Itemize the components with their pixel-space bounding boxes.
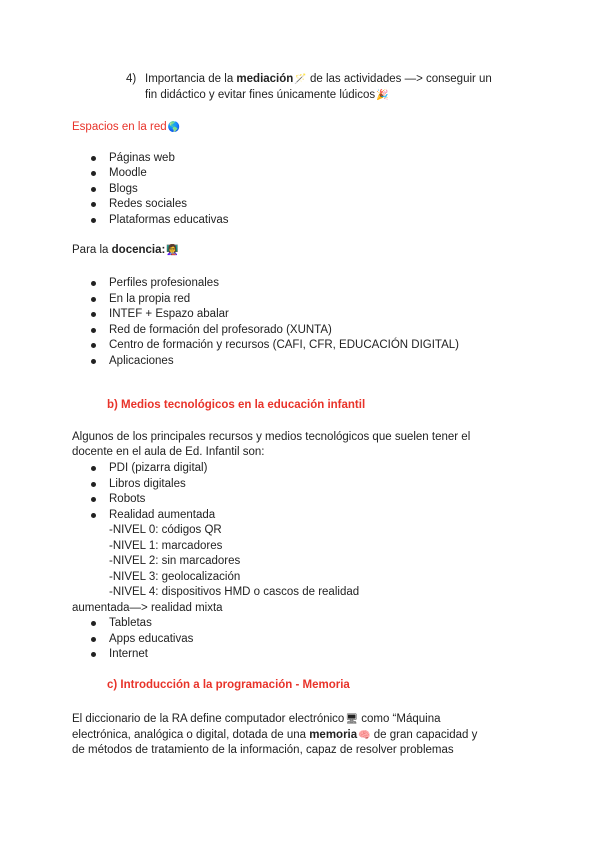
nivel-line: -NIVEL 2: sin marcadores: [109, 555, 241, 567]
list-item: Tabletas: [109, 617, 152, 629]
section-b-title: b) Medios tecnológicos en la educación infantil: [107, 399, 366, 411]
bold-term: mediación: [236, 73, 294, 85]
bullet-icon: [91, 281, 96, 286]
globe-icon: 🌎: [167, 122, 181, 133]
nivel-line: -NIVEL 1: marcadores: [109, 540, 223, 552]
list-item: Plataformas educativas: [109, 214, 229, 226]
bullet-icon: [91, 218, 96, 223]
nivel-line: -NIVEL 3: geolocalización: [109, 571, 241, 583]
list-item: En la propia red: [109, 293, 191, 305]
list-item: Internet: [109, 648, 148, 660]
section-c-title: c) Introducción a la programación - Memoria: [107, 679, 350, 691]
bullet-icon: [91, 156, 96, 161]
bullet-icon: [91, 202, 96, 207]
paragraph-line: Algunos de los principales recursos y medios tecnológicos que suelen tener el: [72, 431, 471, 443]
brain-icon: 🧠: [358, 730, 371, 741]
list-item: Redes sociales: [109, 198, 187, 210]
list-item: Apps educativas: [109, 633, 194, 645]
list-item: Páginas web: [109, 152, 175, 164]
espacios-heading: Espacios en la red🌎: [72, 121, 181, 133]
paragraph-line: electrónica, analógica o digital, dotada de una memoria🧠 de gran capacidad y: [72, 729, 478, 741]
list-item: Red de formación del profesorado (XUNTA): [109, 324, 332, 336]
docencia-heading: Para la docencia:👩‍🏫: [72, 244, 179, 256]
list-item: Libros digitales: [109, 478, 186, 490]
paragraph-line: de métodos de tratamiento de la información, capaz de resolver problemas: [72, 744, 454, 756]
list-number: 4): [126, 73, 137, 85]
computer-icon: 🖥: [345, 714, 359, 725]
nivel-line: -NIVEL 0: códigos QR: [109, 524, 222, 536]
list-item: Moodle: [109, 167, 147, 179]
bullet-icon: [91, 621, 96, 626]
list-item: Aplicaciones: [109, 355, 174, 367]
list-item: Realidad aumentada: [109, 509, 216, 521]
bullet-icon: [91, 328, 96, 333]
nivel-line: -NIVEL 4: dispositivos HMD o cascos de realidad: [109, 586, 360, 598]
magic-wand-icon: 🪄: [294, 74, 307, 85]
nivel-continuation: aumentada—> realidad mixta: [72, 602, 223, 614]
bullet-icon: [91, 312, 96, 317]
bullet-icon: [91, 652, 96, 657]
bullet-icon: [91, 171, 96, 176]
bullet-icon: [91, 482, 96, 487]
list-item: PDI (pizarra digital): [109, 462, 208, 474]
list-item: Centro de formación y recursos (CAFI, CFR, EDUCACIÓN DIGITAL): [109, 339, 459, 351]
party-popper-icon: 🎉: [376, 90, 389, 101]
bullet-icon: [91, 513, 96, 518]
bullet-icon: [91, 466, 96, 471]
paragraph-line: Importancia de la mediación🪄 de las actividades —> conseguir un: [145, 73, 492, 85]
bullet-icon: [91, 343, 96, 348]
bullet-icon: [91, 297, 96, 302]
bullet-icon: [91, 359, 96, 364]
bullet-icon: [91, 187, 96, 192]
paragraph-line: El diccionario de la RA define computador electrónico🖥 como “Máquina: [72, 713, 441, 725]
paragraph-line: docente en el aula de Ed. Infantil son:: [72, 446, 265, 458]
list-item: Blogs: [109, 183, 138, 195]
list-item: Robots: [109, 493, 146, 505]
bullet-icon: [91, 497, 96, 502]
list-item: INTEF + Espazo abalar: [109, 308, 229, 320]
paragraph-line: fin didáctico y evitar fines únicamente lúdicos🎉: [145, 89, 389, 101]
teacher-icon: 👩‍🏫: [166, 245, 179, 256]
bullet-icon: [91, 637, 96, 642]
list-item: Perfiles profesionales: [109, 277, 219, 289]
